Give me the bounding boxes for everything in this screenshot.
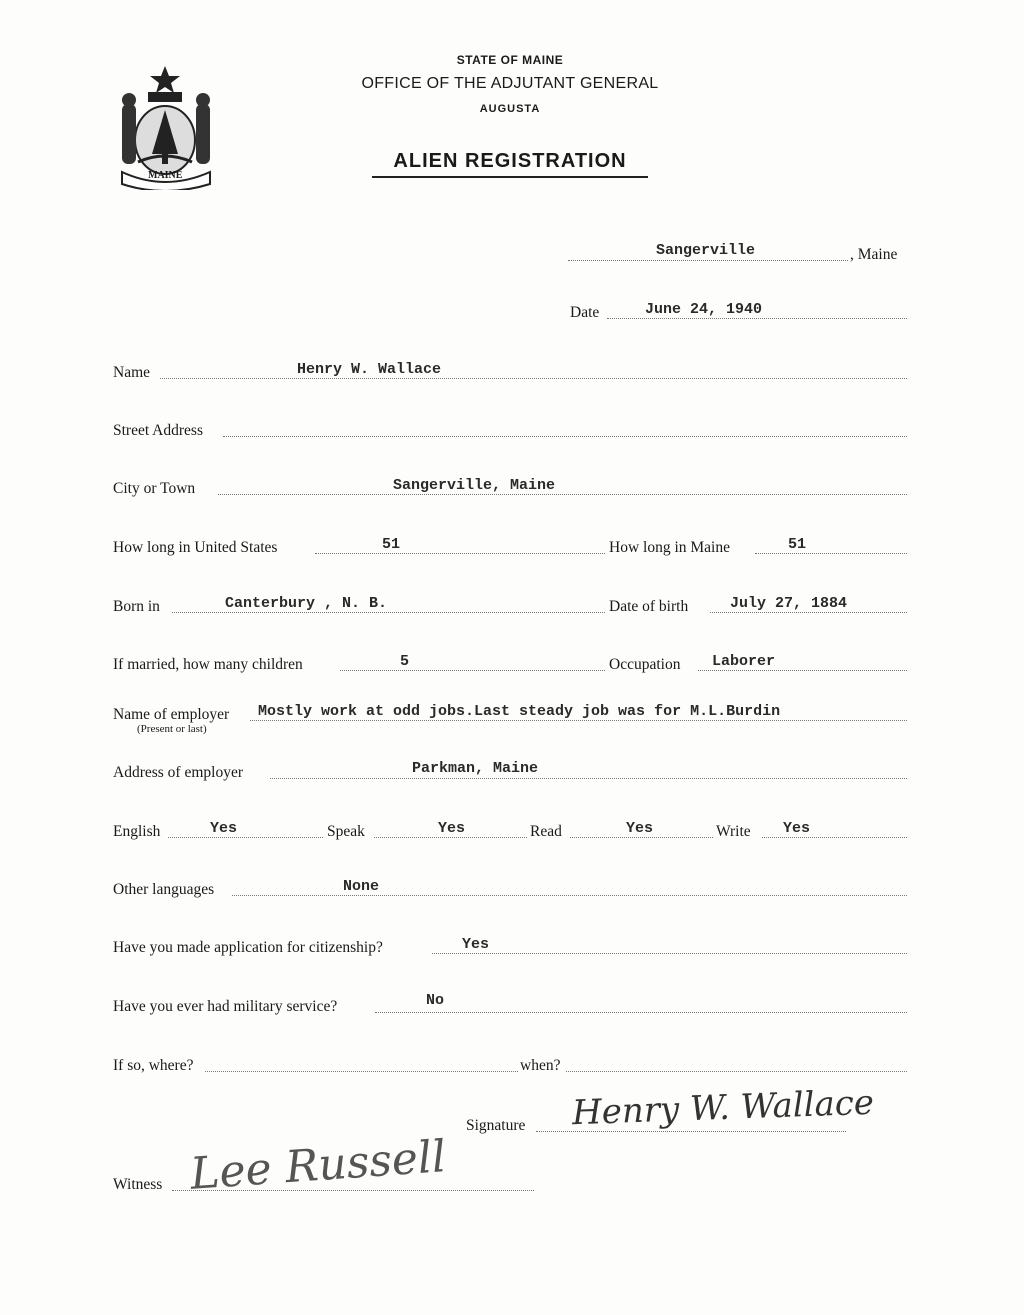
employer-address-label: Address of employer bbox=[113, 764, 243, 781]
date-label: Date bbox=[570, 304, 600, 321]
read-value: Yes bbox=[626, 820, 654, 837]
speak-label: Speak bbox=[327, 823, 365, 840]
employer-label: Name of employer bbox=[113, 706, 230, 723]
where-label: If so, where? bbox=[113, 1057, 194, 1074]
other-languages-label: Other languages bbox=[113, 881, 215, 898]
military-value: No bbox=[426, 992, 445, 1009]
us-years-label: How long in United States bbox=[113, 539, 278, 556]
occupation-value: Laborer bbox=[712, 653, 776, 670]
city-heading: AUGUSTA bbox=[479, 103, 541, 115]
children-label: If married, how many children bbox=[113, 656, 303, 673]
maine-seal bbox=[108, 62, 223, 190]
witness-value: Lee Russell bbox=[188, 1131, 448, 1200]
citizenship-label: Have you made application for citizenship? bbox=[113, 939, 383, 956]
maine-years-value: 51 bbox=[788, 536, 807, 553]
read-label: Read bbox=[530, 823, 562, 840]
title-underline bbox=[372, 176, 648, 178]
english-value: Yes bbox=[210, 820, 238, 837]
other-languages-value: None bbox=[343, 878, 380, 895]
street-label: Street Address bbox=[113, 422, 203, 439]
occupation-label: Occupation bbox=[609, 656, 681, 673]
employer-value: Mostly work at odd jobs.Last steady job was for M.L.Burdin bbox=[258, 703, 781, 720]
signature-value: Henry W. Wallace bbox=[571, 1082, 875, 1134]
employer-address-value: Parkman, Maine bbox=[412, 760, 539, 777]
citizenship-value: Yes bbox=[462, 936, 490, 953]
place-value: Sangerville bbox=[656, 242, 756, 259]
signature-label: Signature bbox=[466, 1117, 526, 1134]
witness-label: Witness bbox=[113, 1176, 163, 1193]
dob-value: July 27, 1884 bbox=[730, 595, 848, 612]
office-heading: OFFICE OF THE ADJUTANT GENERAL bbox=[361, 75, 659, 92]
name-label: Name bbox=[113, 364, 151, 381]
state-heading: STATE OF MAINE bbox=[456, 53, 564, 67]
seal-banner-text: MAINE bbox=[148, 170, 183, 181]
place-suffix: , Maine bbox=[850, 246, 898, 263]
write-label: Write bbox=[716, 823, 751, 840]
city-label: City or Town bbox=[113, 480, 196, 497]
date-value: June 24, 1940 bbox=[645, 301, 763, 318]
employer-sublabel: (Present or last) bbox=[137, 723, 207, 735]
children-value: 5 bbox=[400, 653, 410, 670]
speak-value: Yes bbox=[438, 820, 466, 837]
english-label: English bbox=[113, 823, 161, 840]
born-label: Born in bbox=[113, 598, 160, 615]
us-years-value: 51 bbox=[382, 536, 401, 553]
form-title: ALIEN REGISTRATION bbox=[393, 150, 627, 172]
dob-label: Date of birth bbox=[609, 598, 689, 615]
military-label: Have you ever had military service? bbox=[113, 998, 338, 1015]
name-value: Henry W. Wallace bbox=[297, 361, 442, 378]
born-value: Canterbury , N. B. bbox=[225, 595, 388, 612]
when-label: when? bbox=[520, 1057, 561, 1074]
city-value: Sangerville, Maine bbox=[393, 477, 556, 494]
write-value: Yes bbox=[783, 820, 811, 837]
maine-years-label: How long in Maine bbox=[609, 539, 730, 556]
